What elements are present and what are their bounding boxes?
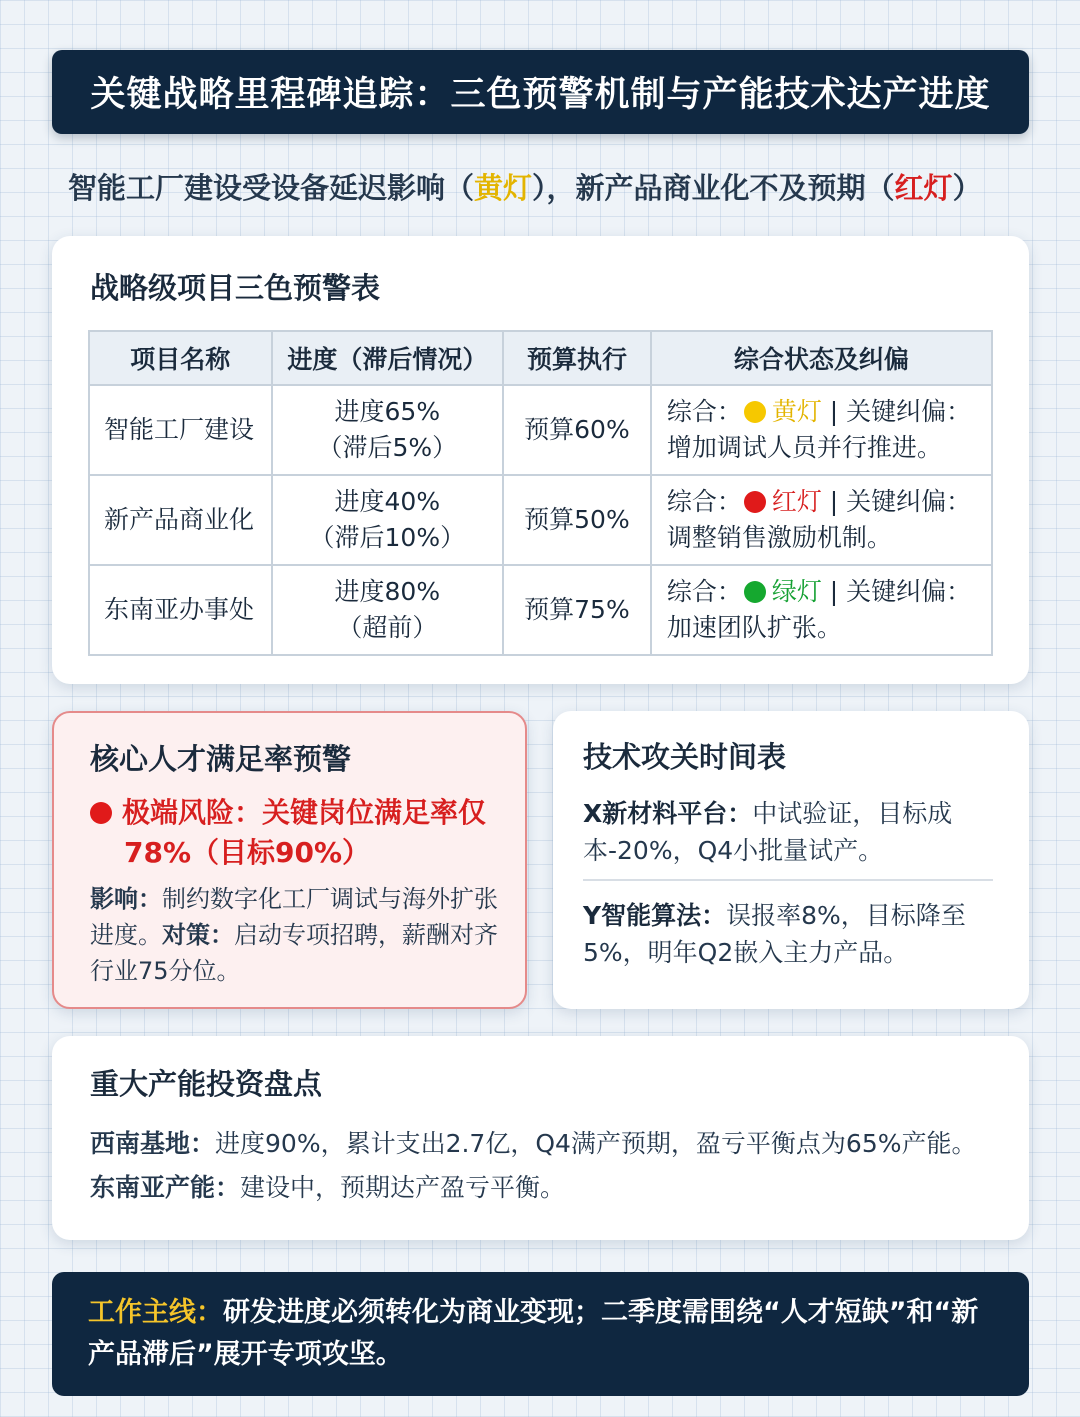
capacity-item-text: 建设中，预期达产盈亏平衡。: [240, 1173, 566, 1202]
status-prefix: 综合：: [666, 397, 742, 426]
progress-value: 进度65%: [334, 397, 441, 426]
tech-item-label: Y智能算法：: [583, 901, 727, 930]
tech-item-text: 误报率8%，目标降至5%，明年Q2嵌入主力产品。: [583, 901, 966, 967]
capacity-item-label: 东南亚产能：: [90, 1173, 241, 1202]
column-header-name: 项目名称: [89, 331, 272, 385]
tech-item: [583, 897, 993, 971]
divider: [583, 879, 993, 881]
red-alert-dot-icon: [90, 802, 112, 824]
progress-cell: [272, 385, 504, 475]
budget-cell: 预算60%: [503, 385, 651, 475]
page-subtitle: [68, 166, 1028, 207]
status-correction-label: | 关键纠偏：: [829, 577, 972, 606]
talent-impact-text: [90, 881, 510, 989]
measure-label: 对策：: [162, 921, 234, 949]
capacity-item-text: 进度90%，累计支出2.7亿，Q4满产预期，盈亏平衡点为65%产能。: [215, 1129, 977, 1158]
tech-item-label: X新材料平台：: [583, 799, 753, 828]
tech-heading: 技术攻关时间表: [583, 740, 787, 774]
capacity-item: [90, 1168, 565, 1204]
status-light-label: 红灯: [771, 487, 822, 516]
capacity-item-label: 西南基地：: [90, 1129, 216, 1158]
status-prefix: 综合：: [666, 577, 742, 606]
mainline-label: 工作主线：: [88, 1297, 223, 1328]
budget-cell: 预算75%: [503, 565, 651, 655]
project-name: 东南亚办事处: [89, 565, 272, 655]
status-correction-label: | 关键纠偏：: [829, 397, 972, 426]
subtitle-part1: 智能工厂建设受设备延迟影响（: [68, 171, 475, 205]
green-light-icon: [744, 581, 766, 603]
subtitle-part2: ），新产品商业化不及预期（: [532, 171, 895, 205]
warning-table-card: [52, 236, 1029, 684]
project-name: 智能工厂建设: [89, 385, 272, 475]
status-action: 增加调试人员并行推进。: [666, 433, 942, 462]
talent-heading: 核心人才满足率预警: [90, 742, 352, 776]
lag-value: （超前）: [337, 613, 438, 642]
subtitle-yellow-light: 黄灯: [474, 171, 533, 205]
status-light-label: 绿灯: [771, 577, 822, 606]
project-name: 新产品商业化: [89, 475, 272, 565]
status-prefix: 综合：: [666, 487, 742, 516]
red-light-icon: [744, 491, 766, 513]
work-mainline-banner: [52, 1272, 1029, 1396]
table-header-row: [89, 331, 992, 385]
budget-cell: 预算50%: [503, 475, 651, 565]
status-action: 调整销售激励机制。: [666, 523, 892, 552]
status-light-label: 黄灯: [771, 397, 822, 426]
column-header-status: 综合状态及纠偏: [651, 331, 992, 385]
mainline-text: 研发进度必须转化为商业变现；二季度需围绕“人才短缺”和“新产品滞后”展开专项攻坚。: [88, 1297, 979, 1370]
lag-value: （滞后5%）: [317, 433, 458, 462]
status-correction-label: | 关键纠偏：: [829, 487, 972, 516]
extreme-risk-alert: [90, 793, 510, 873]
risk-text-line2: 78%（目标90%）: [124, 836, 371, 869]
progress-cell: [272, 475, 504, 565]
talent-warning-card: [52, 711, 527, 1009]
progress-value: 进度80%: [334, 577, 441, 606]
tech-schedule-card: [553, 711, 1029, 1009]
table-row: [89, 475, 992, 565]
status-cell: [651, 385, 992, 475]
warning-table-heading: 战略级项目三色预警表: [90, 271, 381, 305]
title-banner: [52, 50, 1029, 134]
table-row: [89, 385, 992, 475]
table-row: [89, 565, 992, 655]
status-action: 加速团队扩张。: [666, 613, 842, 642]
column-header-progress: 进度（滞后情况）: [272, 331, 504, 385]
subtitle-red-light: 红灯: [894, 171, 953, 205]
impact-label: 影响：: [90, 885, 162, 913]
capacity-investment-card: [52, 1036, 1029, 1240]
status-cell: [651, 565, 992, 655]
yellow-light-icon: [744, 401, 766, 423]
measure-text: 启动专项招聘，薪酬对齐行业75分位。: [90, 921, 498, 985]
progress-value: 进度40%: [334, 487, 441, 516]
status-cell: [651, 475, 992, 565]
warning-table: [88, 330, 993, 656]
progress-cell: [272, 565, 504, 655]
column-header-budget: 预算执行: [503, 331, 651, 385]
capacity-heading: 重大产能投资盘点: [90, 1067, 323, 1101]
page-title: 关键战略里程碑追踪：三色预警机制与产能技术达产进度: [90, 75, 991, 115]
impact-text: 制约数字化工厂调试与海外扩张进度。: [90, 885, 498, 949]
lag-value: （滞后10%）: [309, 523, 466, 552]
subtitle-part3: ）: [952, 171, 982, 205]
capacity-item: [90, 1124, 977, 1160]
tech-item-text: 中试验证，目标成本-20%，Q4小批量试产。: [583, 799, 953, 865]
tech-item: [583, 795, 993, 869]
risk-text-line1: 极端风险：关键岗位满足率仅: [122, 796, 487, 829]
